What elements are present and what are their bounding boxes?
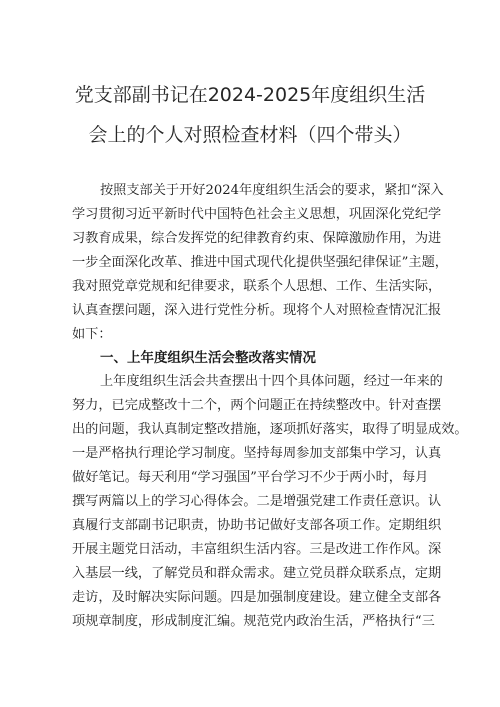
document-title-line-2: 会上的个人对照检查材料（四个带头） xyxy=(88,124,412,146)
intro-line: 如下： xyxy=(72,327,112,342)
section-heading: 一、上年度组织生活会整改落实情况 xyxy=(100,350,316,366)
section-line: 项规章制度，形成制度汇编。规范党内政治生活，严格执行“三 xyxy=(72,614,435,629)
section-line: 出的问题，我认真制定整改措施，逐项抓好落实，取得了明显成效。 xyxy=(72,422,468,437)
section-line: 真履行支部副书记职责，协助书记做好支部各项工作。定期组织 xyxy=(72,518,442,533)
intro-line: 按照支部关于开好2024年度组织生活会的要求，紧扣“深入 xyxy=(100,183,444,198)
document-title-line-1: 党支部副书记在2024-2025年度组织生活 xyxy=(74,84,426,106)
intro-line: 习教育成果，综合发挥党的纪律教育约束、保障激励作用，为进 xyxy=(72,231,442,246)
section-line: 做好笔记。每天利用“学习强国”平台学习不少于两小时，每月 xyxy=(72,470,429,485)
section-line: 入基层一线，了解党员和群众需求。建立党员群众联系点，定期 xyxy=(72,566,442,581)
section-line: 撰写两篇以上的学习心得体会。二是增强党建工作责任意识。认 xyxy=(72,494,442,509)
section-line: 走访，及时解决实际问题。四是加强制度建设。建立健全支部各 xyxy=(72,590,442,605)
intro-line: 我对照党章党规和纪律要求，联系个人思想、工作、生活实际， xyxy=(72,279,442,294)
section-line: 努力，已完成整改十二个，两个问题正在持续整改中。针对查摆 xyxy=(72,398,442,413)
section-line: 上年度组织生活会共查摆出十四个具体问题，经过一年来的 xyxy=(100,374,443,389)
section-line: 开展主题党日活动，丰富组织生活内容。三是改进工作作风。深 xyxy=(72,542,442,557)
intro-line: 认真查摆问题，深入进行党性分析。现将个人对照检查情况汇报 xyxy=(72,303,442,318)
intro-line: 学习贯彻习近平新时代中国特色社会主义思想，巩固深化党纪学 xyxy=(72,207,442,222)
intro-line: 一步全面深化改革、推进中国式现代化提供坚强纪律保证”主题， xyxy=(72,255,448,270)
section-line: 一是严格执行理论学习制度。坚持每周参加支部集中学习，认真 xyxy=(72,446,442,461)
